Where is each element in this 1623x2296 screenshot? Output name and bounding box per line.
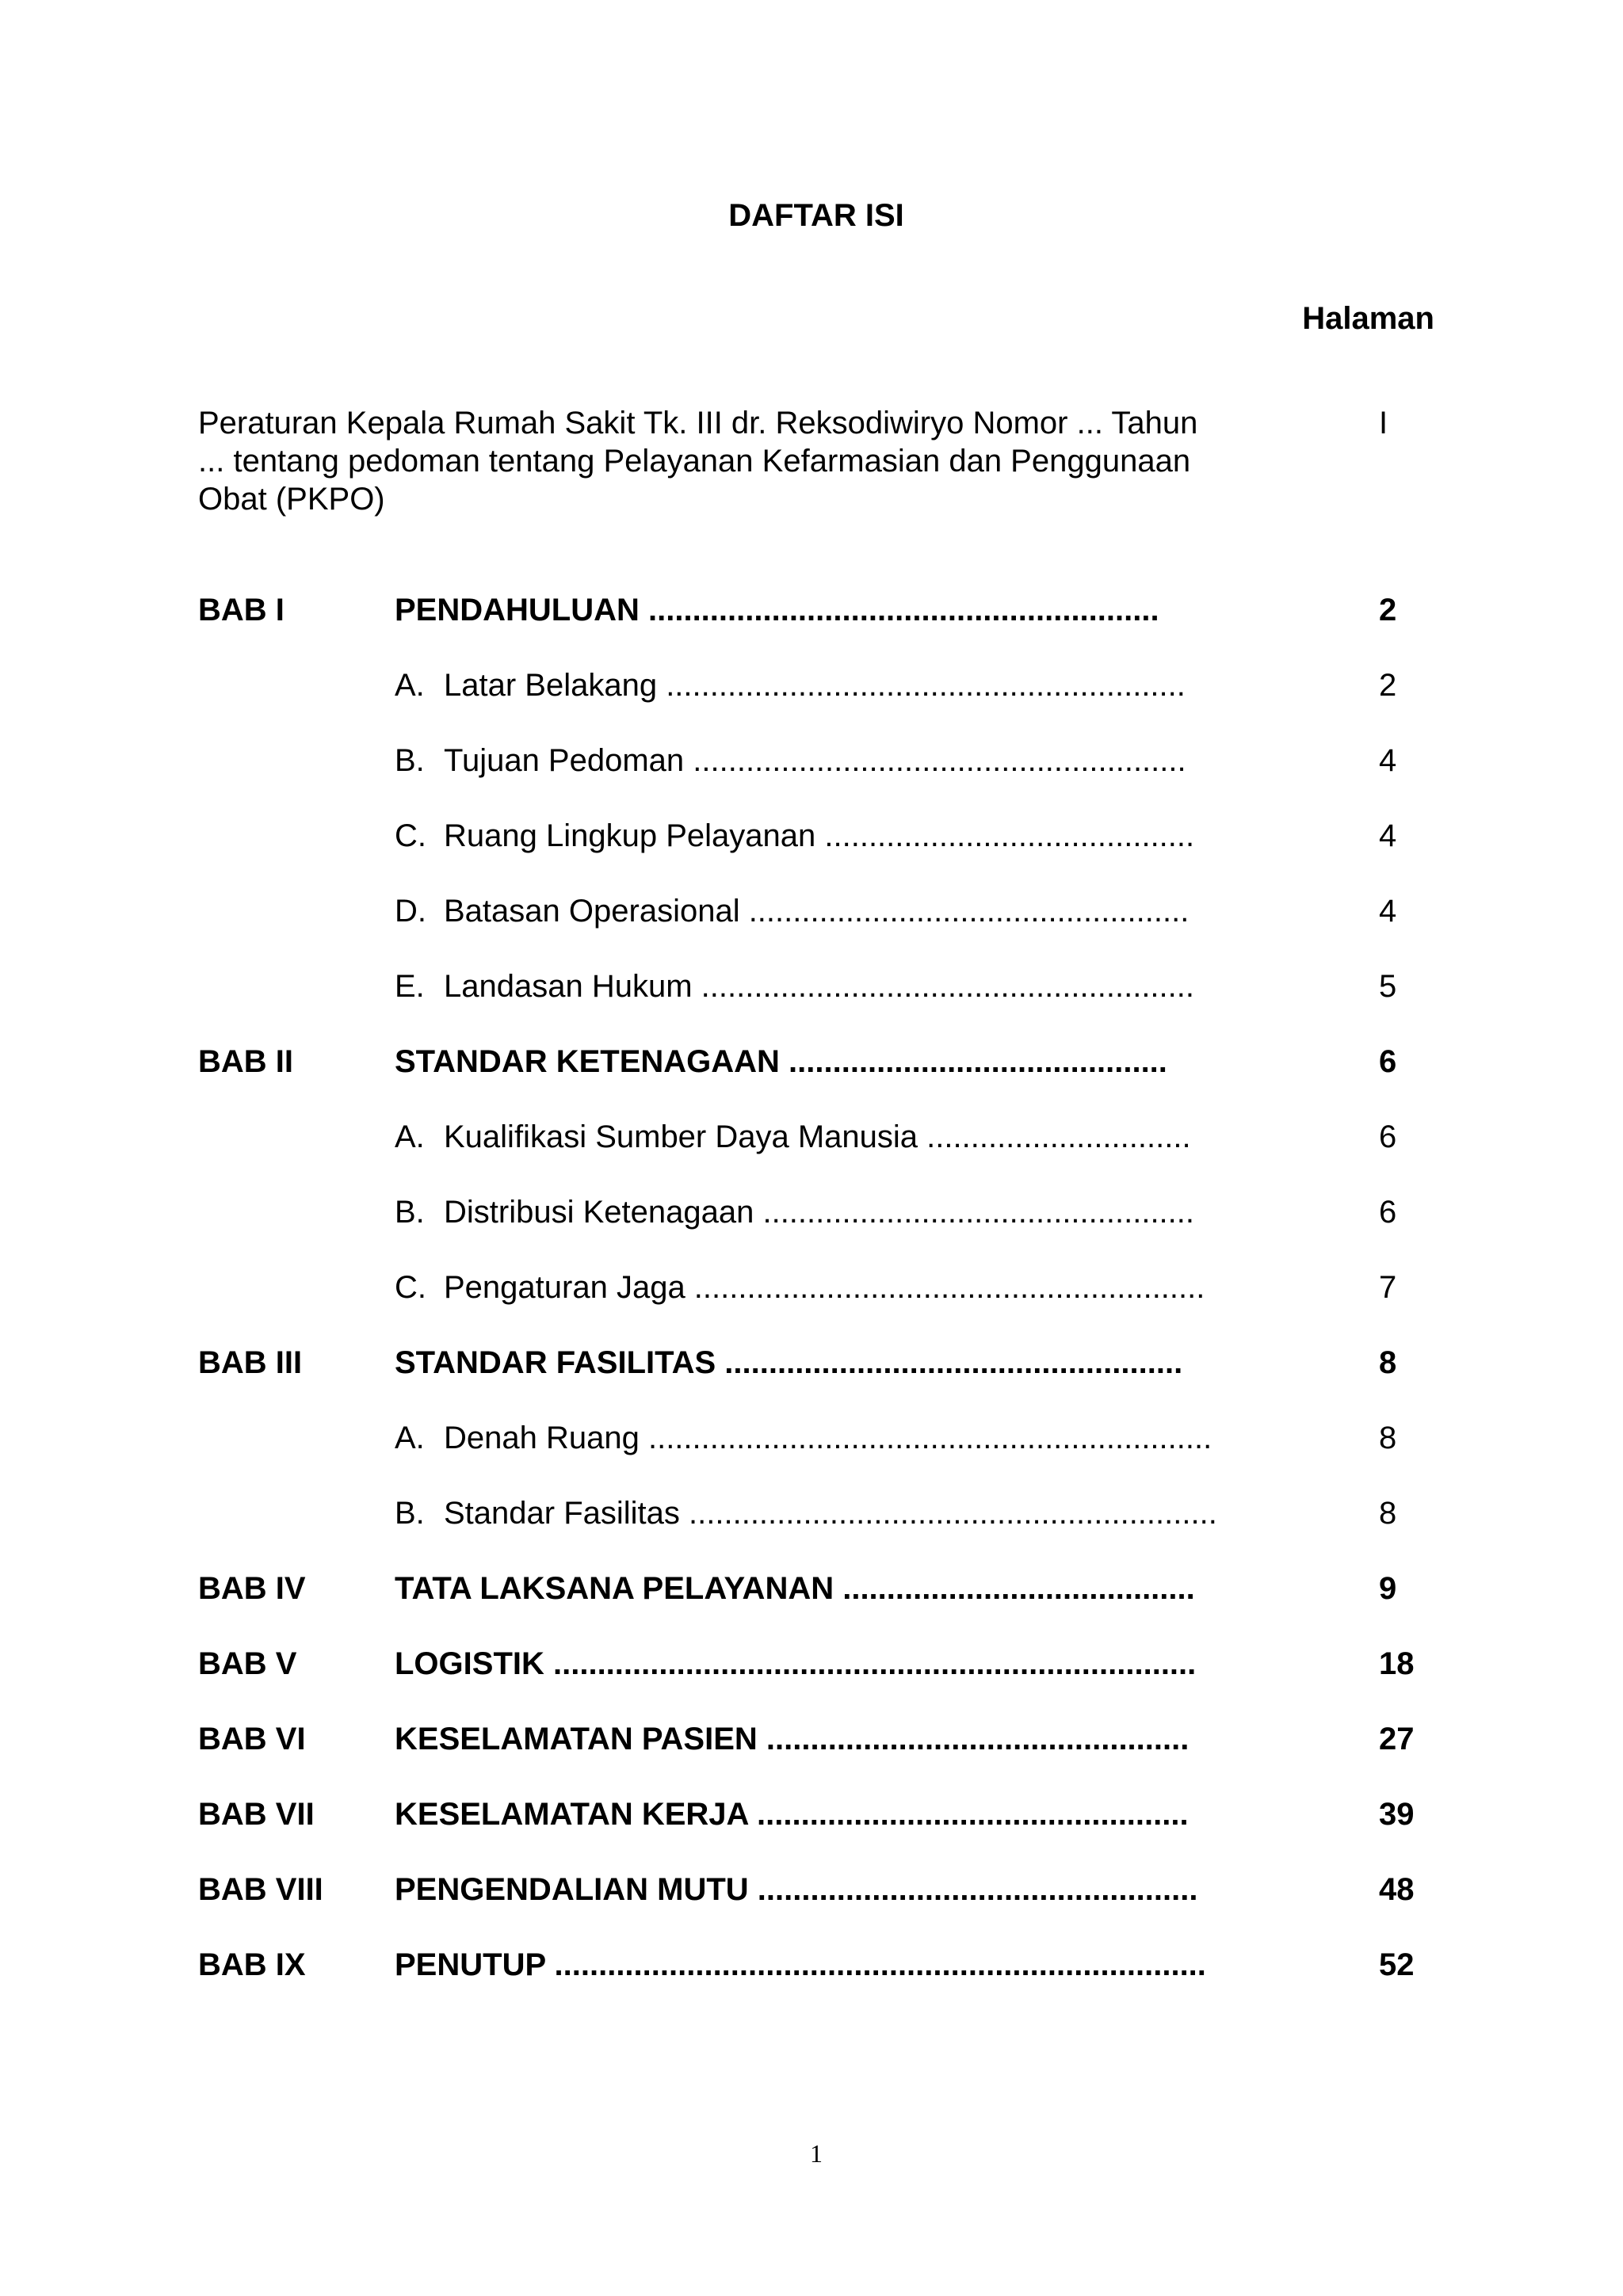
page-title: DAFTAR ISI bbox=[728, 198, 904, 233]
subsection-title: Pengaturan Jaga .......................................................... bbox=[444, 1270, 1205, 1305]
toc-subsection-row bbox=[0, 1414, 1623, 1462]
toc-chapter-row bbox=[0, 1038, 1623, 1085]
toc-chapter-row bbox=[0, 1715, 1623, 1763]
chapter-number: BAB VII bbox=[198, 1797, 315, 1832]
subsection-title: Landasan Hukum ........................................................ bbox=[444, 969, 1194, 1004]
toc-subsection-row bbox=[0, 963, 1623, 1010]
page-number: 48 bbox=[1379, 1872, 1415, 1907]
toc-chapter-row bbox=[0, 1640, 1623, 1688]
chapter-title: STANDAR KETENAGAAN ........................................... bbox=[395, 1044, 1167, 1079]
page-number: 2 bbox=[1379, 668, 1397, 703]
toc-subsection-row bbox=[0, 887, 1623, 935]
toc-chapter-row bbox=[0, 1791, 1623, 1838]
toc-subsection-row bbox=[0, 1489, 1623, 1537]
toc-chapter-row bbox=[0, 1339, 1623, 1386]
subsection-letter: D. bbox=[395, 894, 426, 929]
subsection-letter: B. bbox=[395, 743, 425, 778]
page-number: 8 bbox=[1379, 1421, 1397, 1455]
page-number: 4 bbox=[1379, 818, 1397, 853]
chapter-title: LOGISTIK ......................................................................... bbox=[395, 1646, 1197, 1681]
toc-subsection-row bbox=[0, 1188, 1623, 1236]
subsection-letter: A. bbox=[395, 668, 425, 703]
page-number: 6 bbox=[1379, 1044, 1397, 1079]
toc-subsection-row bbox=[0, 1264, 1623, 1311]
subsection-letter: C. bbox=[395, 1270, 426, 1305]
chapter-number: BAB V bbox=[198, 1646, 297, 1681]
page-number: 5 bbox=[1379, 969, 1397, 1004]
page-number: 4 bbox=[1379, 743, 1397, 778]
toc-subsection-row bbox=[0, 812, 1623, 860]
subsection-letter: C. bbox=[395, 818, 426, 853]
subsection-title: Batasan Operasional .................................................. bbox=[444, 894, 1190, 929]
subsection-title: Distribusi Ketenagaan ................................................. bbox=[444, 1195, 1195, 1230]
chapter-number: BAB VI bbox=[198, 1722, 306, 1756]
page-number: 8 bbox=[1379, 1496, 1397, 1531]
subsection-title: Kualifikasi Sumber Daya Manusia .............................. bbox=[444, 1119, 1191, 1154]
page-number: 4 bbox=[1379, 894, 1397, 929]
page-number: 52 bbox=[1379, 1947, 1415, 1982]
page-number: 18 bbox=[1379, 1646, 1415, 1681]
page-number: 6 bbox=[1379, 1195, 1397, 1230]
subsection-letter: A. bbox=[395, 1421, 425, 1455]
subsection-title: Latar Belakang ........................................................... bbox=[444, 668, 1186, 703]
subsection-title: Denah Ruang ................................................................ bbox=[444, 1421, 1212, 1455]
chapter-title: KESELAMATAN KERJA ................................................. bbox=[395, 1797, 1189, 1832]
page-column-header: Halaman bbox=[1302, 301, 1434, 336]
toc-chapter-row bbox=[0, 586, 1623, 634]
toc-subsection-row bbox=[0, 737, 1623, 784]
subsection-title: Tujuan Pedoman ........................................................ bbox=[444, 743, 1186, 778]
subsection-letter: B. bbox=[395, 1195, 425, 1230]
toc-chapter-row bbox=[0, 1565, 1623, 1612]
chapter-number: BAB I bbox=[198, 593, 285, 627]
intro-page-number: I bbox=[1379, 406, 1388, 441]
chapter-number: BAB VIII bbox=[198, 1872, 323, 1907]
toc-subsection-row bbox=[0, 662, 1623, 709]
subsection-letter: E. bbox=[395, 969, 425, 1004]
chapter-number: BAB IX bbox=[198, 1947, 306, 1982]
intro-text: Peraturan Kepala Rumah Sakit Tk. III dr. Reksodiwiryo Nomor ... Tahun ... tentang pedoman tentang Pelayanan Kefarmasian dan Penggunaan Obat (PKPO) bbox=[198, 406, 1198, 517]
page-number: 6 bbox=[1379, 1119, 1397, 1154]
chapter-title: PENUTUP .......................................................................... bbox=[395, 1947, 1206, 1982]
toc-chapter-row bbox=[0, 1941, 1623, 1989]
page-number: 2 bbox=[1379, 593, 1397, 627]
toc-subsection-row bbox=[0, 1113, 1623, 1161]
subsection-letter: A. bbox=[395, 1119, 425, 1154]
chapter-number: BAB III bbox=[198, 1345, 303, 1380]
page-number: 9 bbox=[1379, 1571, 1397, 1606]
subsection-title: Ruang Lingkup Pelayanan .......................................... bbox=[444, 818, 1195, 853]
chapter-title: STANDAR FASILITAS .................................................... bbox=[395, 1345, 1183, 1380]
page-number: 27 bbox=[1379, 1722, 1415, 1756]
page-number: 7 bbox=[1379, 1270, 1397, 1305]
subsection-title: Standar Fasilitas ............................................................ bbox=[444, 1496, 1217, 1531]
subsection-letter: B. bbox=[395, 1496, 425, 1531]
footer-page-number: 1 bbox=[810, 2139, 823, 2168]
page-number: 8 bbox=[1379, 1345, 1397, 1380]
page-number: 39 bbox=[1379, 1797, 1415, 1832]
chapter-title: TATA LAKSANA PELAYANAN ........................................ bbox=[395, 1571, 1195, 1606]
chapter-title: PENDAHULUAN .......................................................... bbox=[395, 593, 1159, 627]
chapter-number: BAB IV bbox=[198, 1571, 306, 1606]
chapter-title: PENGENDALIAN MUTU .................................................. bbox=[395, 1872, 1198, 1907]
chapter-title: KESELAMATAN PASIEN ................................................ bbox=[395, 1722, 1190, 1756]
chapter-number: BAB II bbox=[198, 1044, 293, 1079]
toc-chapter-row bbox=[0, 1866, 1623, 1913]
